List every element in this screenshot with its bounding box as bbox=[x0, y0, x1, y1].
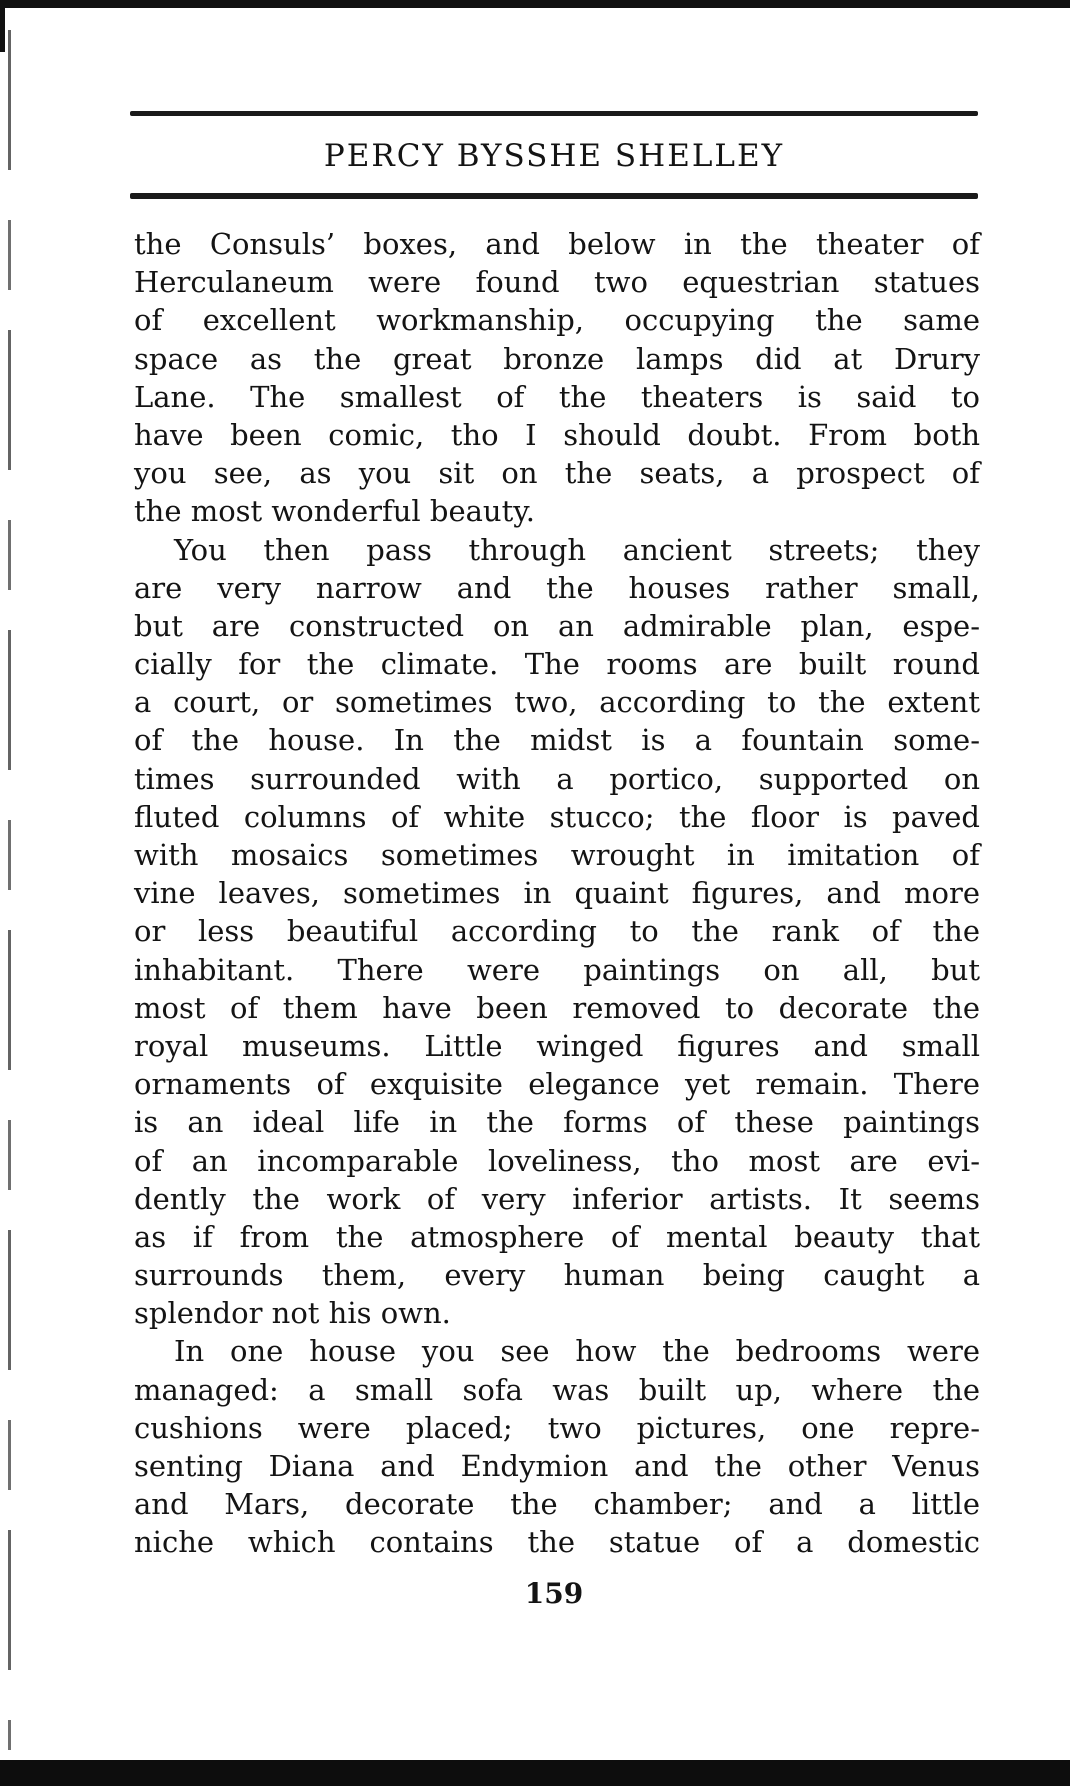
text-line: and Mars, decorate the chamber; and a little bbox=[134, 1487, 980, 1522]
text-line: inhabitant. There were paintings on all, but bbox=[134, 952, 980, 987]
text-line: Lane. The smallest of the theaters is said to bbox=[134, 379, 980, 414]
text-line: Herculaneum were found two equestrian statues bbox=[134, 265, 980, 300]
text-line: fluted columns of white stucco; the floor is paved bbox=[134, 799, 980, 834]
text-line: have been comic, tho I should doubt. From both bbox=[134, 417, 980, 452]
text-line: niche which contains the statue of a domestic bbox=[134, 1525, 980, 1560]
text-line: the most wonderful beauty. bbox=[134, 494, 535, 529]
text-line: as if from the atmosphere of mental beauty that bbox=[134, 1219, 980, 1254]
text-line: of an incomparable loveliness, tho most are evi- bbox=[134, 1143, 980, 1178]
scan-left-edge bbox=[8, 30, 11, 1750]
text-line: is an ideal life in the forms of these paintings bbox=[134, 1105, 980, 1140]
text-line: with mosaics sometimes wrought in imitation of bbox=[134, 838, 980, 872]
scan-corner-mark bbox=[0, 0, 26, 52]
header-rule-bottom bbox=[130, 193, 978, 199]
text-line: you see, as you sit on the seats, a prospect of bbox=[134, 456, 980, 491]
text-line: of excellent workmanship, occupying the same bbox=[134, 303, 980, 338]
running-title: PERCY BYSSHE SHELLEY bbox=[323, 138, 785, 174]
text-line: space as the great bronze lamps did at Drury bbox=[134, 341, 980, 376]
text-line: but are constructed on an admirable plan, espe- bbox=[134, 608, 980, 643]
text-line: dently the work of very inferior artists. It seems bbox=[134, 1181, 980, 1216]
text-line: a court, or sometimes two, according to the extent bbox=[134, 685, 980, 720]
text-line: the Consuls’ boxes, and below in the theater of bbox=[134, 227, 980, 261]
text-line: cushions were placed; two pictures, one repre- bbox=[134, 1410, 980, 1445]
scan-top-border bbox=[0, 0, 1070, 8]
text-line: are very narrow and the houses rather small, bbox=[134, 570, 980, 605]
text-line: senting Diana and Endymion and the other Venus bbox=[134, 1449, 980, 1483]
text-line: surrounds them, every human being caught a bbox=[134, 1258, 980, 1293]
text-line: managed: a small sofa was built up, where the bbox=[134, 1372, 980, 1407]
text-line: cially for the climate. The rooms are built round bbox=[134, 647, 980, 682]
text-line: times surrounded with a portico, supported on bbox=[134, 761, 980, 796]
text-line: most of them have been removed to decorate the bbox=[134, 990, 980, 1025]
text-line: vine leaves, sometimes in quaint figures, and more bbox=[134, 876, 980, 911]
text-line: In one house you see how the bedrooms were bbox=[174, 1334, 980, 1369]
page-body bbox=[134, 225, 980, 1562]
page-number: 159 bbox=[524, 1577, 584, 1610]
text-line: royal museums. Little winged figures and small bbox=[134, 1028, 980, 1063]
scan-bottom-border bbox=[0, 1760, 1070, 1786]
header-rule-top bbox=[130, 111, 978, 116]
text-line: You then pass through ancient streets; they bbox=[174, 532, 980, 567]
text-line: of the house. In the midst is a fountain some- bbox=[134, 723, 980, 758]
text-line: or less beautiful according to the rank of the bbox=[134, 914, 980, 949]
text-line: splendor not his own. bbox=[134, 1296, 451, 1331]
text-line: ornaments of exquisite elegance yet remain. There bbox=[134, 1067, 980, 1102]
